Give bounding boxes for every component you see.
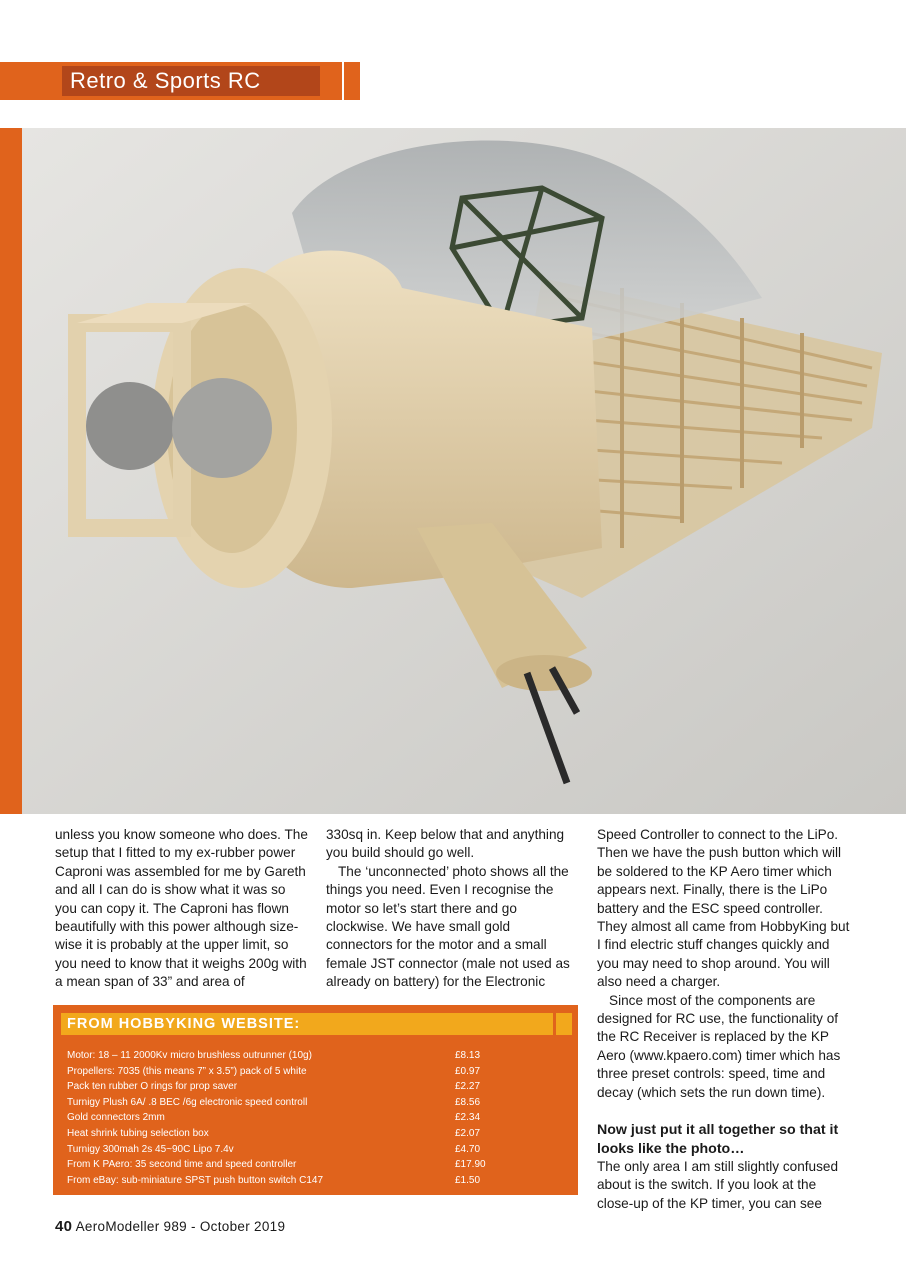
paragraph: The ‘unconnected’ photo shows all the things you need. Even I recognise the motor so let’s start there and go clockwise. We have small gold connectors for the motor and a small female JST connector (male not used as already on battery) for the Electronic [326, 863, 570, 990]
list-item [67, 1157, 567, 1173]
list-item [67, 1079, 567, 1095]
item-name: Gold connectors 2mm [67, 1112, 165, 1124]
item-price: £8.56 [455, 1096, 481, 1108]
box-title: FROM HOBBYKING WEBSITE: [61, 1013, 553, 1035]
list-item [67, 1110, 567, 1126]
item-name: Heat shrink tubing selection box [67, 1127, 209, 1139]
column-3 [597, 826, 852, 1213]
paragraph: 330sq in. Keep below that and anything you build should go well. [326, 827, 565, 861]
parts-list-box [53, 1005, 578, 1195]
footer-text: AeroModeller 989 - October 2019 [75, 1219, 286, 1234]
page-number: 40 [55, 1218, 73, 1235]
column-1 [55, 826, 310, 992]
item-price: £2.27 [455, 1081, 481, 1093]
item-price: £2.07 [455, 1127, 481, 1139]
paragraph: unless you know someone who does. The setup that I fitted to my ex-rubber power Caproni was assembled for me by Gareth and all I can do is show what it was so you can copy it. The Caproni has flown beautifully with this power although size-wise it is probably at the upper limit, so you need to know that it weighs 200g with a mean span of 33” and area of [55, 827, 308, 990]
list-item [67, 1048, 567, 1064]
list-item [67, 1173, 567, 1189]
item-price: £17.90 [455, 1159, 486, 1171]
item-price: £0.97 [455, 1065, 481, 1077]
item-price: £8.13 [455, 1050, 481, 1061]
item-name: Motor: 18 – 11 2000Kv micro brushless outrunner (10g) [67, 1050, 312, 1061]
item-name: Propellers: 7035 (this means 7” x 3.5”) pack of 5 white [67, 1065, 307, 1077]
paragraph: Since most of the components are designed for RC use, the functionality of the RC Receiver is replaced by the KP Aero (www.kpaero.com) timer which has three preset controls: speed, time and decay (which sets the run down time). [597, 992, 841, 1100]
item-name: From eBay: sub-miniature SPST push button switch C147 [67, 1174, 324, 1186]
item-name: Turnigy 300mah 2s 45~90C Lipo 7.4v [67, 1143, 234, 1155]
page-footer [55, 1218, 285, 1235]
column-2 [326, 826, 576, 992]
box-title-notch [556, 1013, 572, 1035]
item-name: Turnigy Plush 6A/ .8 BEC /6g electronic speed controll [67, 1096, 308, 1108]
subheading: Now just put it all together so that it looks like the photo… [597, 1122, 839, 1157]
item-price: £4.70 [455, 1143, 481, 1155]
side-accent-bar [0, 128, 22, 814]
item-price: £1.50 [455, 1174, 481, 1186]
list-item [67, 1142, 567, 1158]
parts-list [67, 1048, 567, 1188]
item-price: £2.34 [455, 1112, 481, 1124]
header-notch [344, 62, 360, 100]
list-item [67, 1064, 567, 1080]
fuselage-photo [22, 128, 906, 814]
list-item [67, 1095, 567, 1111]
paragraph: Speed Controller to connect to the LiPo. Then we have the push button which will be soldered to the KP Aero timer which appears next. Finally, there is the LiPo battery and the ESC speed controller. They almost all came from HobbyKing but I find electric stuff changes quickly and you may need to shop around. You will also need a charger. [597, 827, 850, 990]
list-item [67, 1126, 567, 1142]
item-name: Pack ten rubber O rings for prop saver [67, 1081, 238, 1093]
item-name: From K PAero: 35 second time and speed controller [67, 1159, 297, 1171]
section-title: Retro & Sports RC [62, 66, 320, 96]
paragraph: The only area I am still slightly confused about is the switch. If you look at the close-up of the KP timer, you can see [597, 1158, 839, 1211]
